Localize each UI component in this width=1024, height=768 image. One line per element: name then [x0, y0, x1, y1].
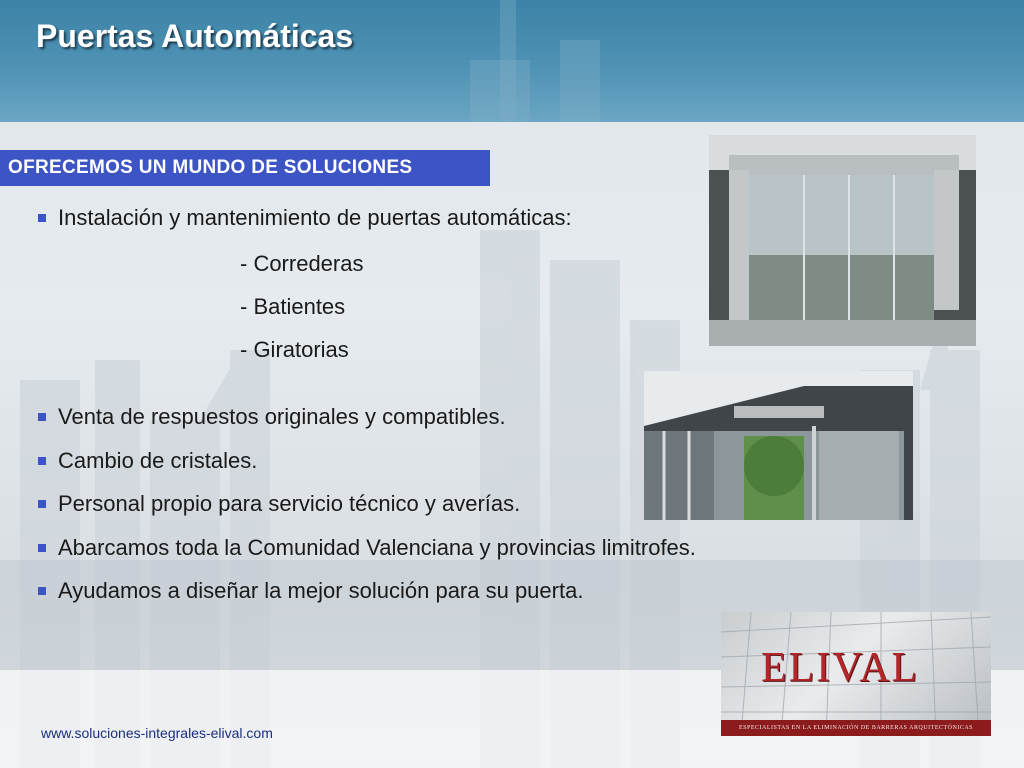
banner-subtitle: OFRECEMOS UN MUNDO DE SOLUCIONES	[0, 150, 490, 186]
bullet-item-design	[38, 578, 583, 604]
header-tower-decoration	[470, 60, 530, 122]
bullet-item-glass	[38, 448, 257, 474]
bullet-text: Ayudamos a diseñar la mejor solución para su puerta.	[58, 578, 584, 603]
bullet-text: Personal propio para servicio técnico y averías.	[58, 491, 521, 516]
square-bullet-icon	[38, 500, 46, 508]
slide-title: Puertas Automáticas	[36, 18, 354, 54]
bullet-item-spare-parts	[38, 404, 506, 430]
elival-logo	[721, 612, 991, 736]
door-operator-photo	[644, 371, 913, 520]
header-tower-decoration	[560, 40, 600, 122]
bullet-text: Abarcamos toda la Comunidad Valenciana y provincias limitrofes.	[58, 535, 696, 560]
bullet-text: Venta de respuestos originales y compatibles.	[58, 404, 506, 429]
logo-brand-text: ELIVAL	[761, 645, 920, 691]
square-bullet-icon	[38, 413, 46, 421]
bullet-item-installation	[38, 205, 572, 231]
bullet-text: Cambio de cristales.	[58, 448, 258, 473]
square-bullet-icon	[38, 544, 46, 552]
subitem-batientes: - Batientes	[240, 294, 346, 319]
square-bullet-icon	[38, 457, 46, 465]
bullet-item-personnel	[38, 491, 520, 517]
bullet-text: Instalación y mantenimiento de puertas automáticas:	[58, 205, 572, 230]
subitem-giratorias: - Giratorias	[240, 337, 349, 362]
square-bullet-icon	[38, 587, 46, 595]
sliding-door-photo	[709, 135, 976, 346]
logo-tagline: ESPECIALISTAS EN LA ELIMINACIÓN DE BARRERAS ARQUITECTÓNICAS	[721, 720, 991, 736]
subitem-correderas: - Correderas	[240, 251, 364, 276]
header-bar	[0, 0, 1024, 122]
footer-website-url[interactable]: www.soluciones-integrales-elival.com	[41, 725, 273, 741]
square-bullet-icon	[38, 214, 46, 222]
bullet-item-coverage	[38, 535, 696, 561]
